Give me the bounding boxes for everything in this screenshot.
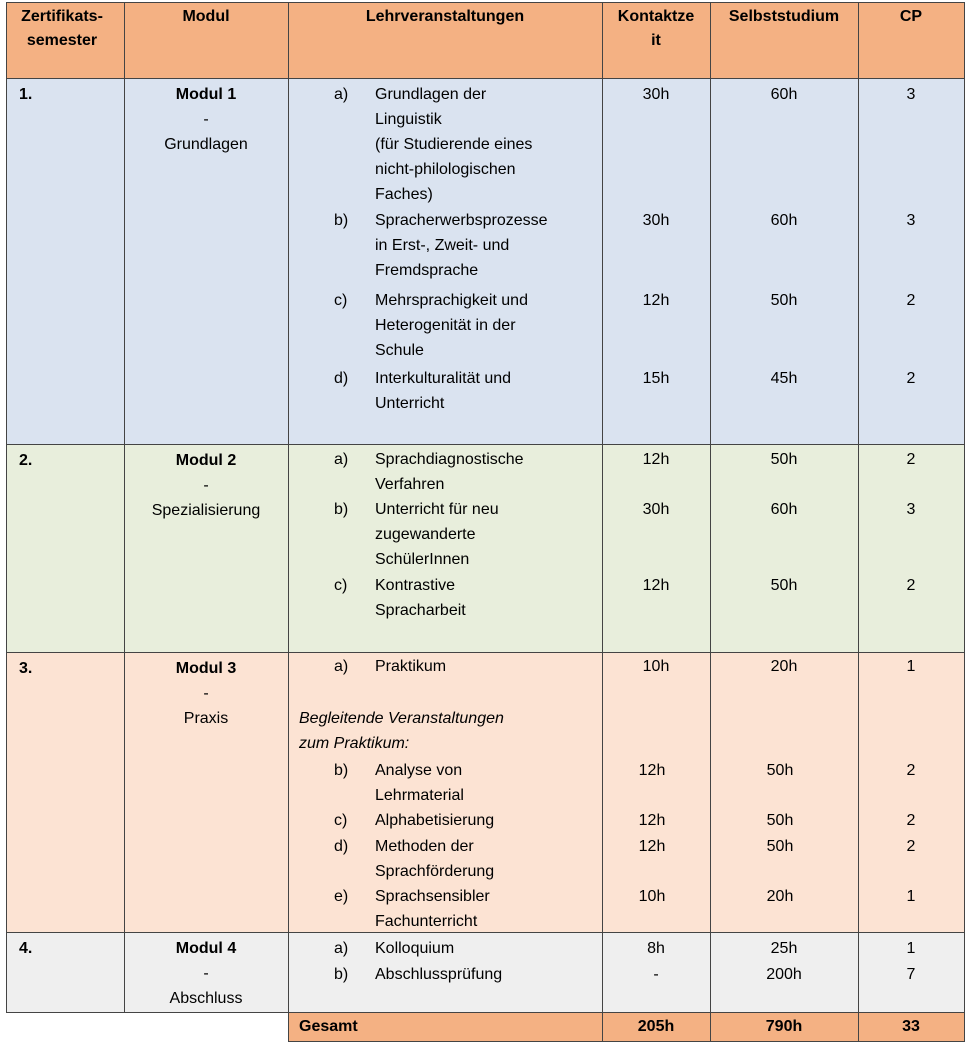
total-cp: 33 xyxy=(902,1018,920,1035)
course-title: Kolloquium xyxy=(375,940,455,957)
course-title: nicht-philologischen xyxy=(375,161,516,178)
course-cp: 2 xyxy=(906,577,916,594)
course-title: Unterricht für neu xyxy=(375,501,499,518)
course-selbststudium: 20h xyxy=(770,658,798,675)
course-selbststudium: 60h xyxy=(770,501,798,518)
semester-number: 4. xyxy=(19,940,33,957)
course-title: Sprachdiagnostische xyxy=(375,451,524,468)
course-selbststudium: 50h xyxy=(770,292,798,309)
course-title: zugewanderte xyxy=(375,526,476,543)
course-title: in Erst-, Zweit- und xyxy=(375,237,510,254)
course-cp: 1 xyxy=(906,658,916,675)
header-kontaktzeit: Kontaktze xyxy=(617,8,695,25)
course-letter: a) xyxy=(334,940,349,957)
course-cp: 1 xyxy=(906,940,916,957)
course-title: Linguistik xyxy=(375,111,442,128)
course-title: Unterricht xyxy=(375,395,445,412)
course-kontaktzeit: 12h xyxy=(638,838,666,855)
course-cp: 3 xyxy=(906,86,916,103)
semester-number: 3. xyxy=(19,660,33,677)
total-kontaktzeit: 205h xyxy=(637,1018,675,1035)
course-cp: 2 xyxy=(906,762,916,779)
course-cp: 2 xyxy=(906,451,916,468)
course-letter: b) xyxy=(334,212,349,229)
course-selbststudium: 50h xyxy=(766,762,794,779)
total-selbststudium: 790h xyxy=(765,1018,803,1035)
course-letter: a) xyxy=(334,86,349,103)
modul-title: Modul 1 xyxy=(175,86,237,103)
modul-name: Abschluss xyxy=(169,990,243,1007)
intro-text: Begleitende Veranstaltungen xyxy=(299,710,504,727)
course-title: Sprachsensibler xyxy=(375,888,490,905)
course-letter: a) xyxy=(334,658,349,675)
course-title: Spracharbeit xyxy=(375,602,466,619)
intro-text: zum Praktikum: xyxy=(299,735,410,752)
course-title: Sprachförderung xyxy=(375,863,495,880)
course-kontaktzeit: 30h xyxy=(642,501,670,518)
course-kontaktzeit: - xyxy=(653,966,659,983)
course-selbststudium: 20h xyxy=(766,888,794,905)
header-kontaktzeit: it xyxy=(651,32,661,49)
course-title: Grundlagen der xyxy=(375,86,487,103)
course-cp: 3 xyxy=(906,501,916,518)
course-selbststudium: 45h xyxy=(770,370,798,387)
course-selbststudium: 50h xyxy=(766,812,794,829)
course-title: (für Studierende eines xyxy=(375,136,533,153)
total-label: Gesamt xyxy=(299,1018,358,1035)
course-letter: c) xyxy=(334,577,348,594)
course-title: Faches) xyxy=(375,186,433,203)
course-kontaktzeit: 15h xyxy=(642,370,670,387)
course-letter: b) xyxy=(334,966,349,983)
course-kontaktzeit: 30h xyxy=(642,86,670,103)
course-selbststudium: 25h xyxy=(770,940,798,957)
course-letter: a) xyxy=(334,451,349,468)
header-semester: semester xyxy=(26,32,98,49)
header-cp: CP xyxy=(899,8,923,25)
course-letter: c) xyxy=(334,812,348,829)
course-cp: 1 xyxy=(906,888,916,905)
modul-title: Modul 2 xyxy=(175,452,237,469)
header-modul: Modul xyxy=(182,8,230,25)
course-title: Kontrastive xyxy=(375,577,456,594)
header-selbststudium: Selbststudium xyxy=(728,8,840,25)
course-cp: 2 xyxy=(906,370,916,387)
modul-dash: - xyxy=(203,685,209,702)
course-selbststudium: 60h xyxy=(770,86,798,103)
row2-col4 xyxy=(710,444,859,653)
course-letter: b) xyxy=(334,501,349,518)
course-title: Methoden der xyxy=(375,838,474,855)
modul-title: Modul 4 xyxy=(175,940,237,957)
course-kontaktzeit: 8h xyxy=(647,940,665,957)
course-title: SchülerInnen xyxy=(375,551,470,568)
row2-col5 xyxy=(858,444,965,653)
course-selbststudium: 200h xyxy=(766,966,802,983)
course-cp: 2 xyxy=(906,292,916,309)
course-cp: 3 xyxy=(906,212,916,229)
course-cp: 2 xyxy=(906,812,916,829)
course-selbststudium: 60h xyxy=(770,212,798,229)
course-kontaktzeit: 12h xyxy=(638,762,666,779)
row2-col3 xyxy=(602,444,711,653)
course-kontaktzeit: 10h xyxy=(642,658,670,675)
modul-dash: - xyxy=(203,965,209,982)
course-selbststudium: 50h xyxy=(766,838,794,855)
semester-number: 1. xyxy=(19,86,33,103)
course-letter: d) xyxy=(334,370,349,387)
course-kontaktzeit: 12h xyxy=(642,451,670,468)
course-kontaktzeit: 30h xyxy=(642,212,670,229)
course-title: Analyse von xyxy=(375,762,463,779)
course-title: Alphabetisierung xyxy=(375,812,495,829)
modul-name: Spezialisierung xyxy=(151,502,261,519)
course-title: Praktikum xyxy=(375,658,447,675)
course-selbststudium: 50h xyxy=(770,577,798,594)
course-kontaktzeit: 12h xyxy=(642,577,670,594)
course-letter: b) xyxy=(334,762,349,779)
modul-dash: - xyxy=(203,111,209,128)
header-semester: Zertifikats- xyxy=(21,8,103,25)
course-title: Fachunterricht xyxy=(375,913,478,930)
modul-name: Praxis xyxy=(183,710,229,727)
course-selbststudium: 50h xyxy=(770,451,798,468)
course-title: Schule xyxy=(375,342,424,359)
modul-title: Modul 3 xyxy=(175,660,237,677)
course-kontaktzeit: 10h xyxy=(638,888,666,905)
modul-dash: - xyxy=(203,477,209,494)
course-title: Verfahren xyxy=(375,476,445,493)
course-letter: e) xyxy=(334,888,349,905)
course-title: Interkulturalität und xyxy=(375,370,512,387)
header-lehrveranstaltungen: Lehrveranstaltungen xyxy=(365,8,525,25)
course-title: Spracherwerbsprozesse xyxy=(375,212,548,229)
course-kontaktzeit: 12h xyxy=(642,292,670,309)
course-title: Lehrmaterial xyxy=(375,787,464,804)
course-title: Mehrsprachigkeit und xyxy=(375,292,528,309)
course-title: Heterogenität in der xyxy=(375,317,516,334)
semester-number: 2. xyxy=(19,452,33,469)
course-title: Abschlussprüfung xyxy=(375,966,503,983)
course-letter: c) xyxy=(334,292,348,309)
course-cp: 2 xyxy=(906,838,916,855)
course-title: Fremdsprache xyxy=(375,262,479,279)
course-kontaktzeit: 12h xyxy=(638,812,666,829)
course-letter: d) xyxy=(334,838,349,855)
course-cp: 7 xyxy=(906,966,916,983)
modul-name: Grundlagen xyxy=(164,136,248,153)
